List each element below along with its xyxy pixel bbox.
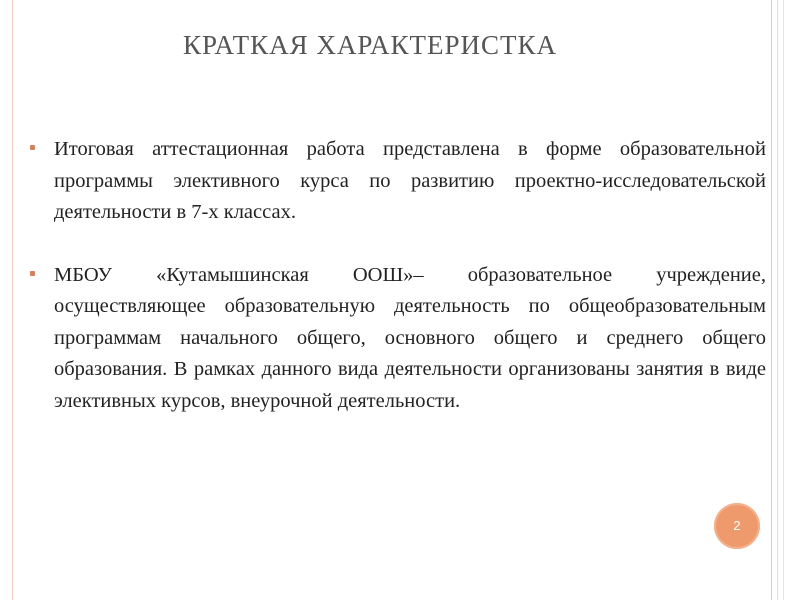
bullet-list (30, 134, 766, 417)
frame-right-line (777, 0, 778, 600)
bullet-item (30, 134, 766, 229)
bullet-text: МБОУ «Кутамышинская ООШ»– образовательное учреждение, осуществляющее образовательную деятельность по общеобразовательным программам начального общего, основного общего и среднего общего образования. В рамках данного вида деятельности организованы занятия в виде элективных курсов, внеурочной деятельности. (54, 263, 766, 412)
frame-right-line (771, 0, 772, 600)
bullet-icon (30, 145, 35, 150)
frame-right-line (783, 0, 784, 600)
bullet-text: Итоговая аттестационная работа представлена в форме образовательной программы элективного курса по развитию проектно-исследовательской деятельности в 7-х классах. (54, 138, 766, 223)
bullet-item (30, 260, 766, 418)
frame-left-line (12, 0, 13, 600)
bullet-icon (30, 271, 35, 276)
slide-title: КРАТКАЯ ХАРАКТЕРИСТКА (182, 30, 558, 60)
page-number-badge: 2 (714, 503, 760, 549)
